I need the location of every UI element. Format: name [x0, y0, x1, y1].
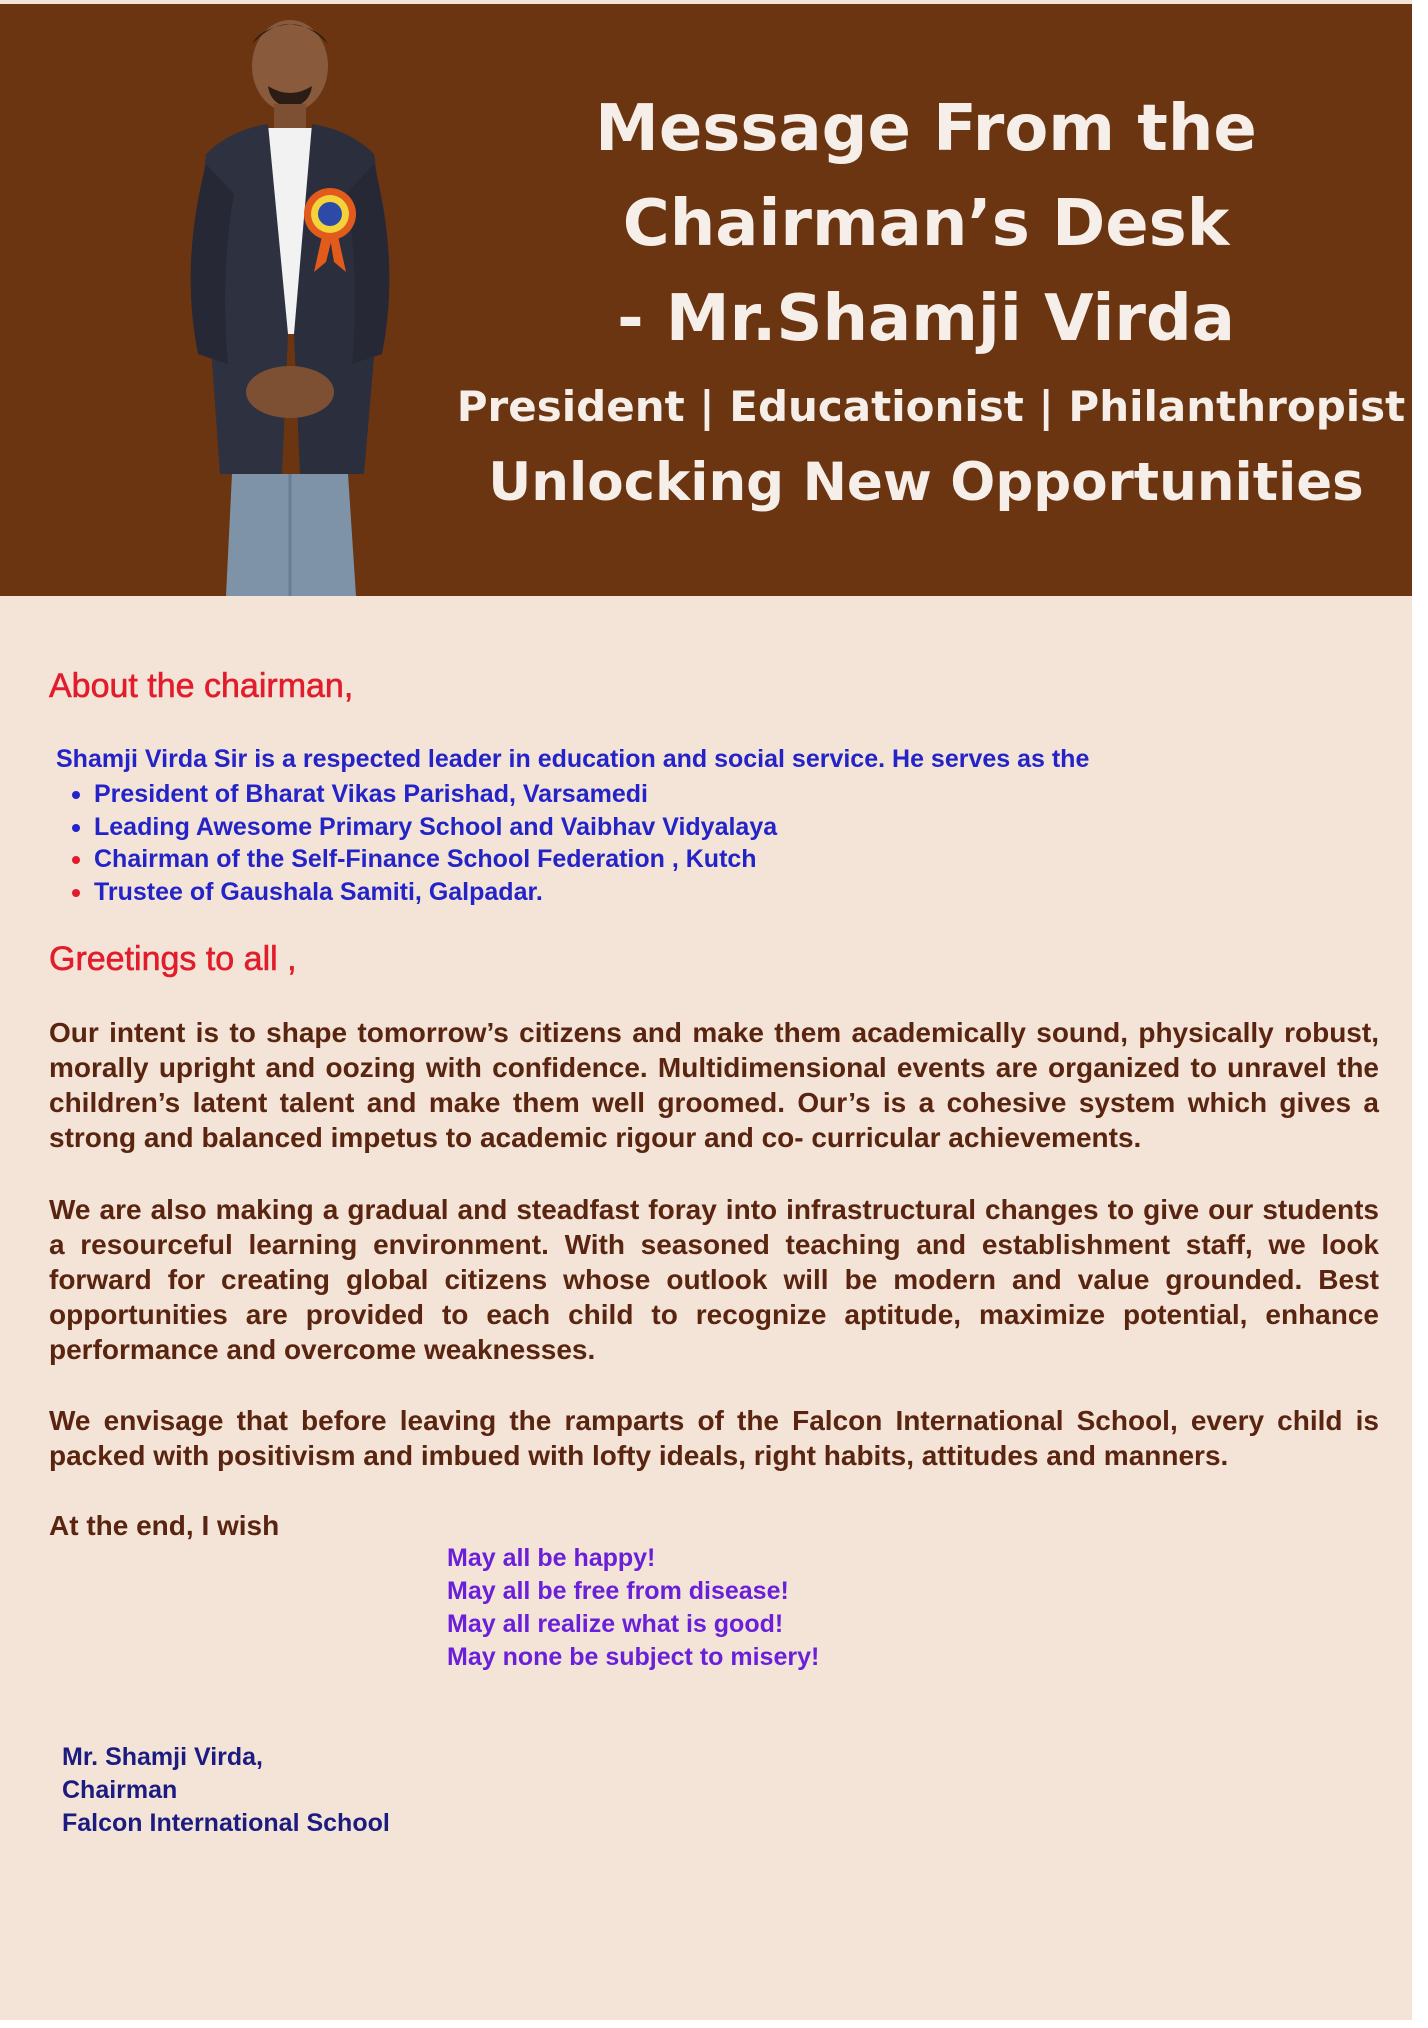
chairman-photo: [150, 4, 450, 596]
body-paragraph: Our intent is to shape tomorrow’s citizens and make them academically sound, physically robust, morally upright and oozing with confidence. Multidimensional events are organized to unravel the children’s latent talent and make them well groomed. Our’s is a cohesive system which gives a strong and balanced impetus to academic rigour and co- curricular achievements.: [49, 1017, 1379, 1153]
role-text: President of Bharat Vikas Parishad, Varsamedi: [94, 780, 648, 808]
banner-title-line-2: Chairman’s Desk: [622, 187, 1230, 261]
banner-title-line-3: - Mr.Shamji Virda: [617, 282, 1235, 356]
about-intro: Shamji Virda Sir is a respected leader in education and social service. He serves as the: [56, 745, 1090, 773]
wish-item: May none be subject to misery!: [447, 1643, 820, 1671]
wish-item: May all be free from disease!: [447, 1577, 789, 1605]
banner-tagline: Unlocking New Opportunities: [488, 452, 1364, 513]
banner-subtitle: President | Educationist | Philanthropist: [456, 382, 1406, 431]
wish-item: May all be happy!: [447, 1544, 656, 1572]
roles-list: [94, 778, 777, 908]
signature-school: Falcon International School: [62, 1809, 390, 1837]
body-paragraph: We envisage that before leaving the ramparts of the Falcon International School, every child is packed with positivism and imbued with lofty ideals, right habits, attitudes and manners.: [49, 1405, 1379, 1471]
about-heading: About the chairman,: [49, 667, 354, 705]
bullet-icon: [72, 824, 80, 832]
closing-lead: At the end, I wish: [49, 1510, 280, 1541]
banner-title-line-1: Message From the: [595, 92, 1257, 166]
bullet-icon: [72, 856, 80, 864]
role-item: [94, 778, 777, 811]
wish-item: May all realize what is good!: [447, 1610, 784, 1638]
signature-name: Mr. Shamji Virda,: [62, 1743, 264, 1771]
bullet-icon: [72, 889, 80, 897]
role-item: [94, 843, 777, 876]
greetings-heading: Greetings to all ,: [49, 940, 297, 978]
signature-block: [62, 1741, 390, 1840]
body-paragraph: We are also making a gradual and steadfast foray into infrastructural changes to give our students a resourceful learning environment. With seasoned teaching and establishment staff, we look forward for creating global citizens whose outlook will be modern and value grounded. Best opportunities are provided to each child to recognize aptitude, maximize potential, enhance performance and overcome weaknesses.: [49, 1194, 1379, 1365]
header-banner: [0, 4, 1412, 596]
bullet-icon: [72, 791, 80, 799]
role-text: Chairman of the Self-Finance School Federation , Kutch: [94, 845, 757, 873]
role-item: [94, 811, 777, 844]
signature-title: Chairman: [62, 1776, 178, 1804]
wishes-list: [447, 1542, 819, 1674]
role-text: Trustee of Gaushala Samiti, Galpadar.: [94, 877, 543, 906]
role-text: Leading Awesome Primary School and Vaibhav Vidyalaya: [94, 812, 778, 841]
role-item: [94, 876, 777, 909]
